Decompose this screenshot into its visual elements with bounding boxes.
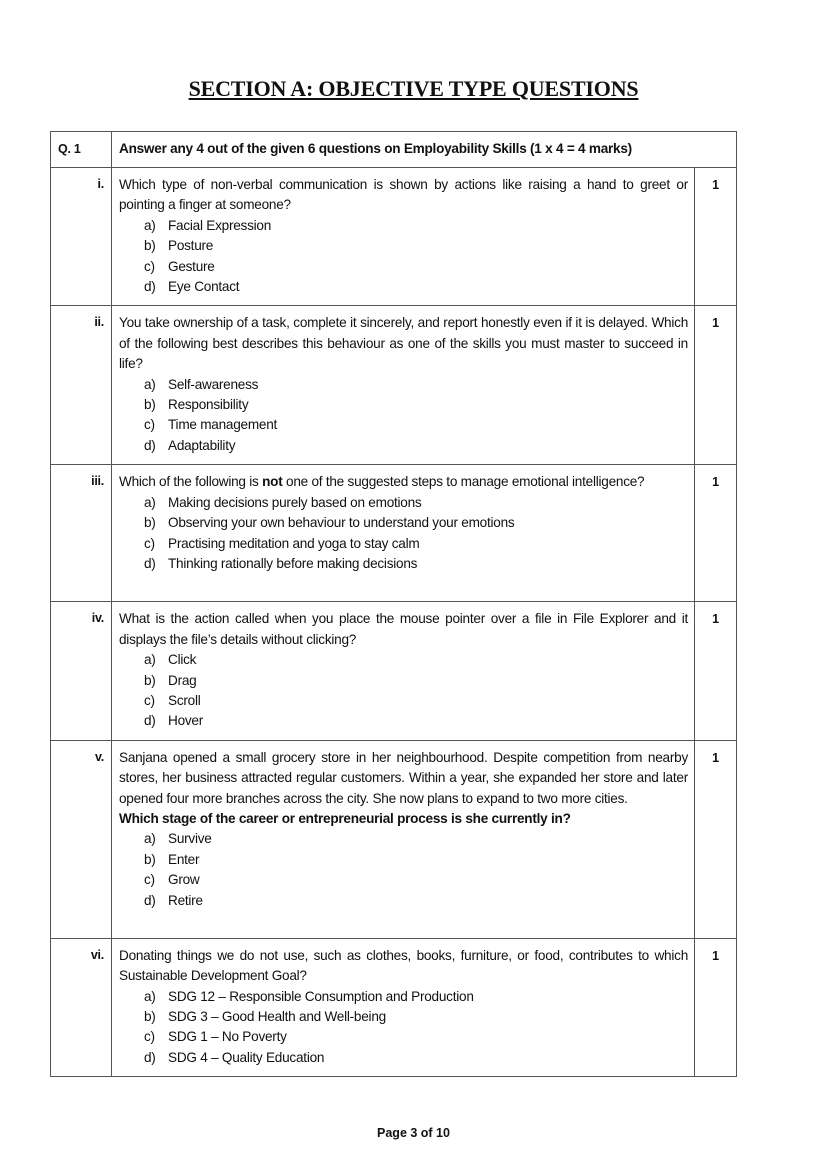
option-letter: a) <box>144 494 156 510</box>
question-text: What is the action called when you place the mouse pointer over a file in File Explorer and it displays the file’s details without clicking? <box>119 611 688 647</box>
option-text: Scroll <box>168 692 201 708</box>
question-body <box>112 602 695 740</box>
marks: 1 <box>695 465 737 602</box>
option-letter: a) <box>144 988 156 1004</box>
answer-option <box>119 513 688 533</box>
answer-option <box>119 1007 688 1027</box>
option-letter: d) <box>144 279 156 295</box>
question-text: Which stage of the career or entrepreneurial process is she currently in? <box>119 810 571 826</box>
answer-option <box>119 671 688 691</box>
question-body <box>112 168 695 306</box>
option-letter: a) <box>144 376 156 392</box>
option-text: Eye Contact <box>168 279 240 295</box>
option-text: Making decisions purely based on emotions <box>168 494 422 510</box>
option-letter: d) <box>144 1049 156 1065</box>
answer-option <box>119 236 688 256</box>
answer-option <box>119 891 688 911</box>
option-text: Self-awareness <box>168 376 259 392</box>
option-letter: d) <box>144 892 156 908</box>
option-text: Observing your own behaviour to understand your emotions <box>168 515 515 531</box>
question-row <box>51 465 737 602</box>
question-instruction: Answer any 4 out of the given 6 questions on Employability Skills (1 x 4 = 4 marks) <box>112 132 737 168</box>
option-text: Gesture <box>168 258 215 274</box>
answer-option <box>119 987 688 1007</box>
option-letter: b) <box>144 238 156 254</box>
sub-question-number: iii. <box>51 465 112 602</box>
question-body <box>112 306 695 465</box>
answer-option <box>119 554 688 574</box>
option-text: Facial Expression <box>168 217 272 233</box>
section-title: SECTION A: OBJECTIVE TYPE QUESTIONS <box>188 76 639 101</box>
question-text: Sanjana opened a small grocery store in her neighbourhood. Despite competition from nearby stores, her business attracted regular customers. Within a year, she expanded her store and later opened four more branches across the city. She now plans to expand to two more cities. <box>119 749 688 806</box>
marks: 1 <box>695 168 737 306</box>
option-letter: d) <box>144 713 156 729</box>
answer-option <box>119 375 688 395</box>
question-row <box>51 602 737 740</box>
option-text: Enter <box>168 851 200 867</box>
question-body <box>112 465 695 602</box>
question-row <box>51 168 737 306</box>
page-number: Page 3 of 10 <box>377 1126 450 1140</box>
question-row <box>51 306 737 465</box>
option-letter: c) <box>144 417 155 433</box>
marks: 1 <box>695 938 737 1076</box>
option-text: Adaptability <box>168 437 236 453</box>
option-letter: b) <box>144 515 156 531</box>
answer-option <box>119 534 688 554</box>
option-letter: b) <box>144 1008 156 1024</box>
option-text: Practising meditation and yoga to stay calm <box>168 535 420 551</box>
option-letter: c) <box>144 692 155 708</box>
option-text: Survive <box>168 831 212 847</box>
answer-option <box>119 829 688 849</box>
sub-question-number: vi. <box>51 938 112 1076</box>
question-text: Which of the following is <box>119 474 263 490</box>
sub-question-number: ii. <box>51 306 112 465</box>
sub-question-number: v. <box>51 740 112 938</box>
option-text: Thinking rationally before making decisions <box>168 555 418 571</box>
question-body <box>112 938 695 1076</box>
marks: 1 <box>695 306 737 465</box>
answer-option <box>119 395 688 415</box>
option-letter: a) <box>144 217 156 233</box>
option-letter: c) <box>144 258 155 274</box>
question-header-row <box>51 132 737 168</box>
answer-option <box>119 691 688 711</box>
question-body <box>112 740 695 938</box>
question-text: one of the suggested steps to manage emotional intelligence? <box>282 474 645 490</box>
option-letter: d) <box>144 555 156 571</box>
option-text: Retire <box>168 892 203 908</box>
option-letter: b) <box>144 397 156 413</box>
marks: 1 <box>695 602 737 740</box>
option-text: Posture <box>168 238 214 254</box>
sub-question-number: iv. <box>51 602 112 740</box>
answer-option <box>119 650 688 670</box>
option-text: Grow <box>168 872 200 888</box>
sub-question-number: i. <box>51 168 112 306</box>
option-letter: a) <box>144 831 156 847</box>
answer-option <box>119 216 688 236</box>
option-letter: d) <box>144 437 156 453</box>
answer-option <box>119 1048 688 1068</box>
question-text: not <box>262 474 283 490</box>
marks: 1 <box>695 740 737 938</box>
option-letter: c) <box>144 872 155 888</box>
option-letter: c) <box>144 535 155 551</box>
option-letter: b) <box>144 851 156 867</box>
question-row <box>51 740 737 938</box>
option-text: SDG 12 – Responsible Consumption and Production <box>168 988 474 1004</box>
answer-option <box>119 415 688 435</box>
option-text: Click <box>168 652 197 668</box>
answer-option <box>119 436 688 456</box>
option-text: Time management <box>168 417 278 433</box>
answer-option <box>119 1027 688 1047</box>
question-number: Q. 1 <box>51 132 112 168</box>
option-text: Hover <box>168 713 204 729</box>
option-text: Responsibility <box>168 397 249 413</box>
answer-option <box>119 257 688 277</box>
option-text: SDG 3 – Good Health and Well-being <box>168 1008 386 1024</box>
questions-table <box>50 131 737 1077</box>
answer-option <box>119 493 688 513</box>
answer-option <box>119 711 688 731</box>
question-text: Which type of non-verbal communication is shown by actions like raising a hand to greet or pointing a finger at someone? <box>119 177 688 213</box>
option-letter: a) <box>144 652 156 668</box>
option-text: SDG 1 – No Poverty <box>168 1029 287 1045</box>
answer-option <box>119 850 688 870</box>
question-row <box>51 938 737 1076</box>
question-text: You take ownership of a task, complete it sincerely, and report honestly even if it is delayed. Which of the following best describes this behaviour as one of the skills you must master to succeed in life? <box>119 315 688 372</box>
option-letter: b) <box>144 672 156 688</box>
option-text: Drag <box>168 672 197 688</box>
question-text: Donating things we do not use, such as clothes, books, furniture, or food, contributes to which Sustainable Development Goal? <box>119 947 688 984</box>
option-letter: c) <box>144 1029 155 1045</box>
option-text: SDG 4 – Quality Education <box>168 1049 325 1065</box>
answer-option <box>119 277 688 297</box>
answer-option <box>119 870 688 890</box>
